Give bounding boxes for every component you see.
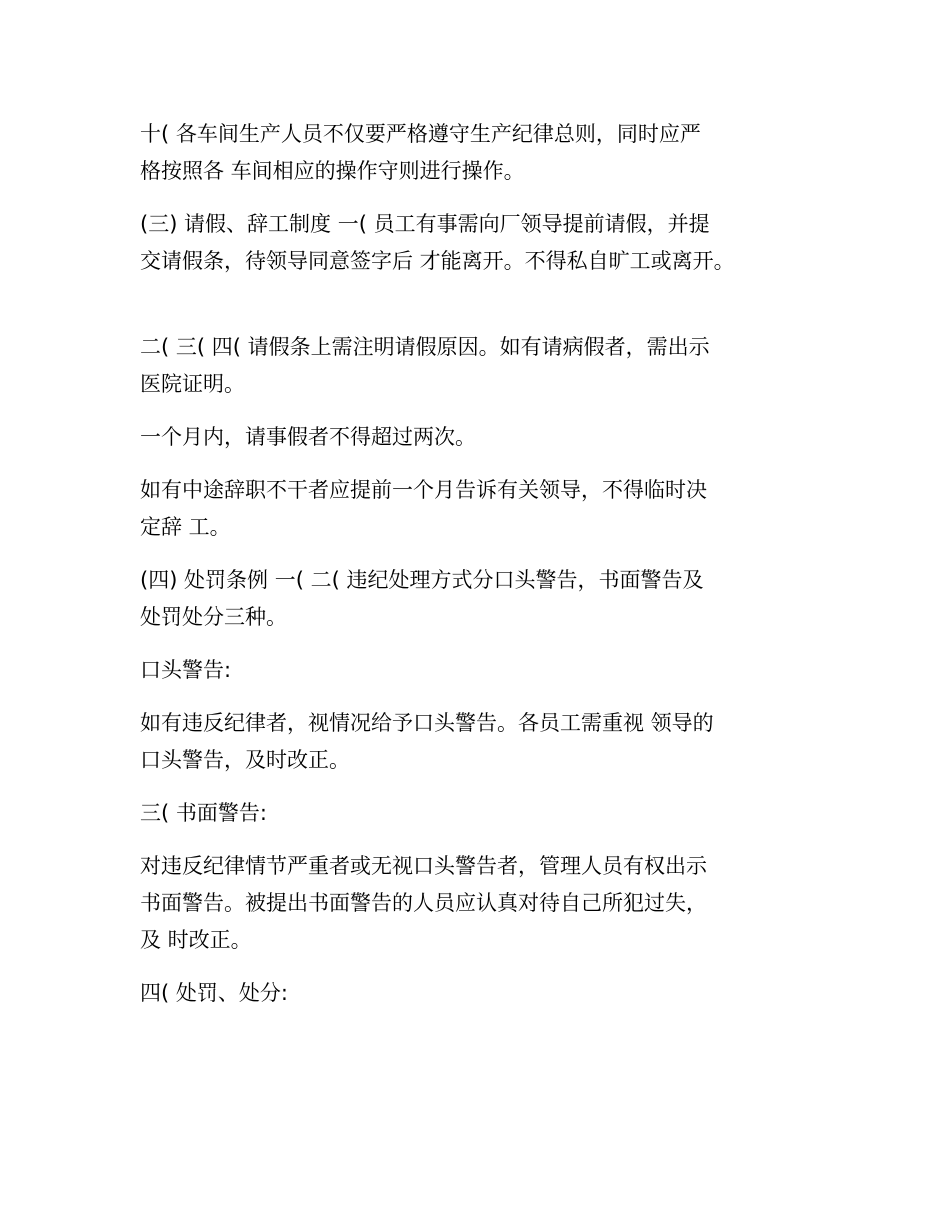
text-line: 交请假条，待领导同意签字后 才能离开。不得私自旷工或离开。 bbox=[140, 249, 735, 273]
text-line: 医院证明。 bbox=[140, 372, 245, 396]
paragraph-leave-limit bbox=[140, 419, 830, 456]
paragraph-penalty-heading bbox=[140, 562, 830, 636]
paragraph-leave-reason bbox=[140, 329, 830, 403]
text-line: 定辞 工。 bbox=[140, 515, 231, 539]
text-line: 二( 三( 四( 请假条上需注明请假原因。如有请病假者，需出示 bbox=[140, 335, 710, 359]
text-line: 处罚处分三种。 bbox=[140, 605, 287, 629]
paragraph-punishment-heading bbox=[140, 975, 830, 1012]
text-line: 书面警告。被提出书面警告的人员应认真对待自己所犯过失， bbox=[140, 891, 707, 915]
text-line: 十( 各车间生产人员不仅要严格遵守生产纪律总则，同时应严 bbox=[140, 122, 701, 146]
paragraph-verbal-warning-heading bbox=[140, 652, 830, 689]
text-line: 一个月内，请事假者不得超过两次。 bbox=[140, 425, 476, 449]
text-line: 格按照各 车间相应的操作守则进行操作。 bbox=[140, 159, 525, 183]
text-line: 口头警告: bbox=[140, 658, 232, 682]
paragraph-leave-resignation-heading bbox=[140, 206, 830, 280]
paragraph-verbal-warning bbox=[140, 705, 830, 779]
text-line: 对违反纪律情节严重者或无视口头警告者，管理人员有权出示 bbox=[140, 854, 707, 878]
paragraph-workshop-rules bbox=[140, 116, 830, 190]
text-line: 口头警告，及时改正。 bbox=[140, 748, 350, 772]
text-line: 如有中途辞职不干者应提前一个月告诉有关领导，不得临时决 bbox=[140, 478, 707, 502]
text-line: 四( 处罚、处分: bbox=[140, 981, 288, 1005]
text-line: 及 时改正。 bbox=[140, 928, 252, 952]
text-line: 三( 书面警告: bbox=[140, 801, 267, 825]
paragraph-resignation-notice bbox=[140, 472, 830, 546]
text-line: 如有违反纪律者，视情况给予口头警告。各员工需重视 领导的 bbox=[140, 711, 714, 735]
text-line: (三) 请假、辞工制度 一( 员工有事需向厂领导提前请假，并提 bbox=[140, 212, 710, 236]
document-body bbox=[140, 116, 830, 1012]
paragraph-written-warning bbox=[140, 848, 830, 959]
text-line: (四) 处罚条例 一( 二( 违纪处理方式分口头警告，书面警告及 bbox=[140, 568, 704, 592]
paragraph-written-warning-heading bbox=[140, 795, 830, 832]
